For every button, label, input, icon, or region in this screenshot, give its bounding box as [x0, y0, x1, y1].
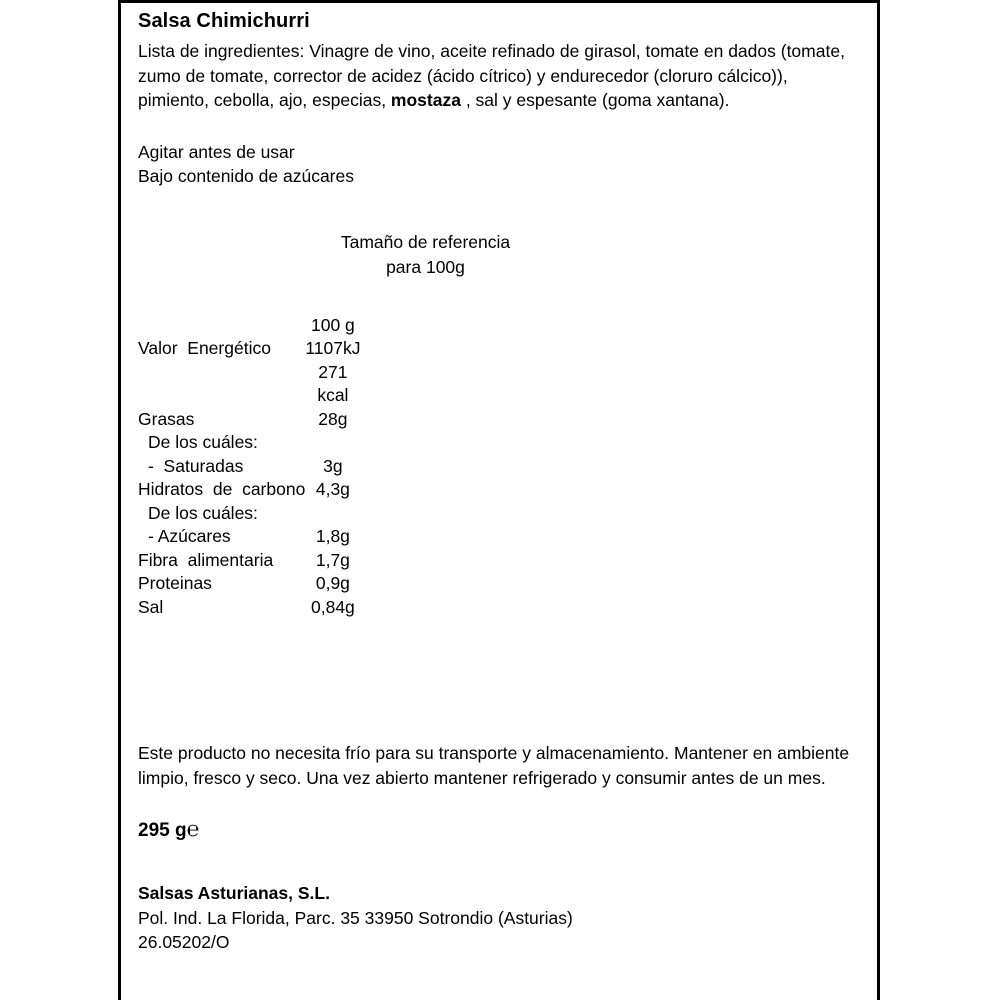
nutrition-reference-heading-line1: Tamaño de referencia [340, 231, 511, 252]
table-row [138, 478, 849, 502]
nutrition-row-spacer [360, 525, 849, 549]
nutrition-label-panel [118, 0, 880, 1000]
table-row [138, 337, 849, 361]
table-row [138, 549, 849, 573]
nutrition-row-value: 0,9g [315, 573, 350, 593]
nutrition-column-header: 100 g [311, 314, 355, 335]
nutrition-row-label: Sal [138, 596, 164, 617]
nutrition-row-value: 1107kJ [305, 338, 361, 358]
net-weight [138, 818, 849, 843]
nutrition-row-spacer [360, 314, 849, 338]
usage-instruction-shake: Agitar antes de usar [138, 141, 295, 162]
nutrition-row-spacer [360, 478, 849, 502]
nutrition-row-value: 3g [323, 455, 343, 476]
usage-claim-low-sugar: Bajo contenido de azúcares [138, 166, 354, 186]
manufacturer-address: Pol. Ind. La Florida, Parc. 35 33950 Sotrondio (Asturias) [138, 907, 573, 928]
nutrition-row-label: Hidratos de carbono [138, 479, 306, 499]
storage-instructions: Este producto no necesita frío para su transporte y almacenamiento. Mantener en ambiente limpio, fresco y seco. Una vez abierto mantener refrigerado y consumir antes de un mes. [138, 743, 850, 788]
table-row [138, 502, 849, 526]
nutrition-row-label: Valor Energético [138, 338, 271, 358]
nutrition-row-label: - Azúcares [148, 526, 231, 546]
nutrition-row-label [138, 361, 305, 408]
nutrition-row-value: 4,3g [315, 479, 350, 499]
nutrition-row-spacer [360, 455, 849, 479]
nutrition-row-label: De los cuáles: [148, 502, 258, 523]
nutrition-row-spacer [360, 572, 849, 596]
nutrition-row-spacer [360, 502, 849, 526]
batch-code: 26.05202/O [138, 932, 230, 952]
nutrition-row-label: De los cuáles: [148, 432, 258, 452]
nutrition-row-spacer [360, 408, 849, 432]
table-row [138, 314, 849, 338]
table-row [138, 572, 849, 596]
nutrition-row-label: Proteinas [138, 573, 212, 593]
table-row [138, 455, 849, 479]
nutrition-row-label [138, 314, 305, 338]
table-row [138, 431, 849, 455]
nutrition-row-label: Fibra alimentaria [138, 549, 274, 570]
nutrition-row-label: Grasas [138, 408, 195, 429]
net-weight-value: 295 g [138, 820, 187, 841]
nutrition-row-value: 1,7g [315, 549, 350, 570]
ingredients-paragraph [138, 39, 853, 113]
nutrition-information [138, 230, 849, 620]
nutrition-row-value [305, 431, 360, 455]
nutrition-row-value: 0,84g [311, 596, 355, 617]
table-row [138, 525, 849, 549]
nutrition-row-spacer [360, 549, 849, 573]
nutrition-reference-heading-line2: para 100g [386, 256, 465, 277]
nutrition-row-spacer [360, 596, 849, 620]
table-row [138, 596, 849, 620]
usage-notes [138, 140, 849, 189]
nutrition-table [138, 314, 849, 620]
nutrition-row-value: 271 kcal [317, 361, 349, 405]
ingredients-text-part1: Lista de ingredientes: Vinagre de vino, aceite refinado de girasol, tomate en dados (tomate, zumo de tomate, corrector de acidez (ácido cítrico) y endurecedor (cloruro cálcico)), pimiento, cebolla, ajo, especias, [138, 41, 845, 110]
nutrition-row-spacer [360, 361, 849, 408]
nutrition-row-spacer [360, 431, 849, 455]
page-title: Salsa Chimichurri [138, 10, 310, 32]
ingredients-text-part2: , sal y espesante (goma xantana). [460, 90, 730, 110]
nutrition-row-value [305, 502, 360, 526]
estimated-sign-icon: ℮ [186, 818, 200, 841]
nutrition-row-label: - Saturadas [148, 455, 244, 476]
nutrition-row-value: 1,8g [315, 526, 350, 546]
table-row [138, 408, 849, 432]
nutrition-row-value: 28g [318, 408, 348, 429]
manufacturer-block [138, 881, 849, 955]
nutrition-row-spacer [360, 337, 849, 361]
manufacturer-name: Salsas Asturianas, S.L. [138, 883, 330, 903]
table-row [138, 361, 849, 408]
allergen-mostaza: mostaza [390, 90, 461, 110]
